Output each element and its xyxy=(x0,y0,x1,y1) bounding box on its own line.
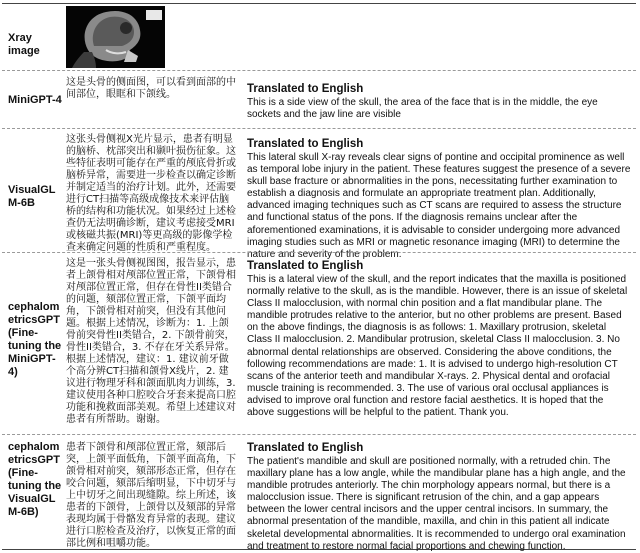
translation-heading: Translated to English xyxy=(247,442,364,454)
chinese-output: 患者下颌骨和颅部位置正常，颏部后突，上颌平面低角，下颌平面高角，下颌骨相对前突，颏部形态正常，但存在咬合问题，颏部后缩明显，下中切牙与上中切牙之间出现缝隙。综上所述，该患者的下颌骨，上颌骨以及颏部的异常表现均属于骨骼发育异常的表现。建议进行口腔检查及治疗，以恢复正常的面部比例和咀嚼功能。 xyxy=(66,442,236,549)
english-translation xyxy=(247,259,632,419)
header-row xyxy=(2,4,636,70)
translation-text: This is a side view of the skull, the area of the face that is in the middle, the eye sockets and the jaw line are visible xyxy=(247,97,598,121)
result-row xyxy=(2,252,636,435)
comparison-table xyxy=(2,3,636,550)
chinese-output: 这是一张头骨侧视图图，报告显示，患者上颌骨相对颅部位置正常，下颌骨相对颅部位置正常，但存在骨性II类错合的问题，颏部位置正常，下颌平面均角，下颌骨相对前突，但没有其他问题。根据上述情况，诊断为：1. 上颌骨前突骨性II类错合，2. 下颌骨前突，骨性II类错合，3. 不存在牙关系异常。根据上述情况，建议：1. 建议前牙做个高分辨CT扫描和颌骨X线片，2. 建议进行物理牙科和颌面肌肉力训练，3. 建议使用各种口腔咬合牙套来提高口腔功能和挽救面部美观。希望上述建议对患者有所帮助。谢谢。 xyxy=(66,258,236,425)
english-translation xyxy=(247,82,632,121)
translation-heading: Translated to English xyxy=(247,138,364,150)
chinese-output: 这张头骨侧视X光片显示，患者有明显的脑桥、枕部突出和颞叶损伤征象。这些特征表明可能存在严重的颅底骨折或脑桥异常，需要进一步检查以确定诊断并制定适当的治疗计划。此外，还需要进行CT扫描等高级成像技术来评估脑桥的结构和功能状况。如果经过上述检查仍无法明确诊断，建议考虑接受MRI或核磁共振(MRI)等更高级的影像学检查来确定问题的性质和严重程度。 xyxy=(66,134,236,253)
english-translation xyxy=(247,441,632,553)
translation-heading: Translated to English xyxy=(247,260,364,272)
translation-text: The patient's mandible and skull are positioned normally, with a retruded chin. The maxillary plane has a low angle, while the mandibular plane has a high angle, and the mandible protrudes anteriorly. The chin morphology appears normal, but there is a malocclusion issue. There is significant retrusion of the chin, and a gap appears between the lower central incisors and the upper central incisors. In summary, the abnormal presentation of the mandible, maxilla, and chin in this patient all indicate skeletal developmental abnormalities. It is recommended to undergo oral examination and treatment to restore normal facial proportions and chewing function. xyxy=(247,456,626,552)
result-row xyxy=(2,70,636,129)
model-name: MiniGPT-4 xyxy=(8,94,62,106)
chinese-output: 这是头骨的侧面图，可以看到面部的中间部位，眼眶和下颌线。 xyxy=(66,77,236,100)
model-name: cephalom etricsGPT (Fine-tuning the MiniGPT-4) xyxy=(8,301,62,378)
translation-text: This lateral skull X-ray reveals clear signs of pontine and occipital prominence as well as temporal lobe injury in the patient. These features suggest the presence of a severe skull base fracture or abnormalities in the pons, necessitating further examination to establish a diagnosis and formulate an appropriate treatment plan. Additionally, advanced imaging techniques such as CT scans are required to assess the structure and functional status of the pons. If the diagnosis remains unclear after the aforementioned examinations, it is advisable to consider undergoing more advanced imaging studies such as MRI or magnetic resonance imaging (MRI) to determine the nature and severity of the problem. xyxy=(247,152,631,260)
english-translation xyxy=(247,137,632,261)
xray-image xyxy=(66,6,165,68)
model-name: VisualGL M-6B xyxy=(8,184,56,209)
translation-heading: Translated to English xyxy=(247,83,364,95)
translation-text: This is a lateral view of the skull, and the report indicates that the maxilla is positioned normally relative to the skull, as is the mandible. However, there is an issue of skeletal Class II malocclusion, with normal chin position and a flat mandibular plane. The mandible protrudes relative to the anterior, but no other problems are present. Based on the above findings, the diagnosis is as follows: 1. Maxillary protrusion, skeletal Class II malocclusion. 2. Mandibular protrusion, skeletal Class II malocclusion. 3. No abnormal dental relationships are observed. Considering the above conditions, the following recommendations are made: 1. It is advised to undergo high-resolution CT scans of the anterior teeth and mandibular X-rays. 2. Physical dental and orofacial muscle training is recommended. 3. The use of various oral occlusal appliances is advised to improve oral function and restore facial aesthetics. It is hoped that the above suggestions will be helpful to the patient. Thank you. xyxy=(247,274,628,419)
model-name: cephalom etricsGPT (Fine-tuning the VisualGL M-6B) xyxy=(8,441,62,518)
result-row xyxy=(2,434,636,550)
result-row xyxy=(2,128,636,260)
xray-image-label: Xray image xyxy=(8,32,40,57)
